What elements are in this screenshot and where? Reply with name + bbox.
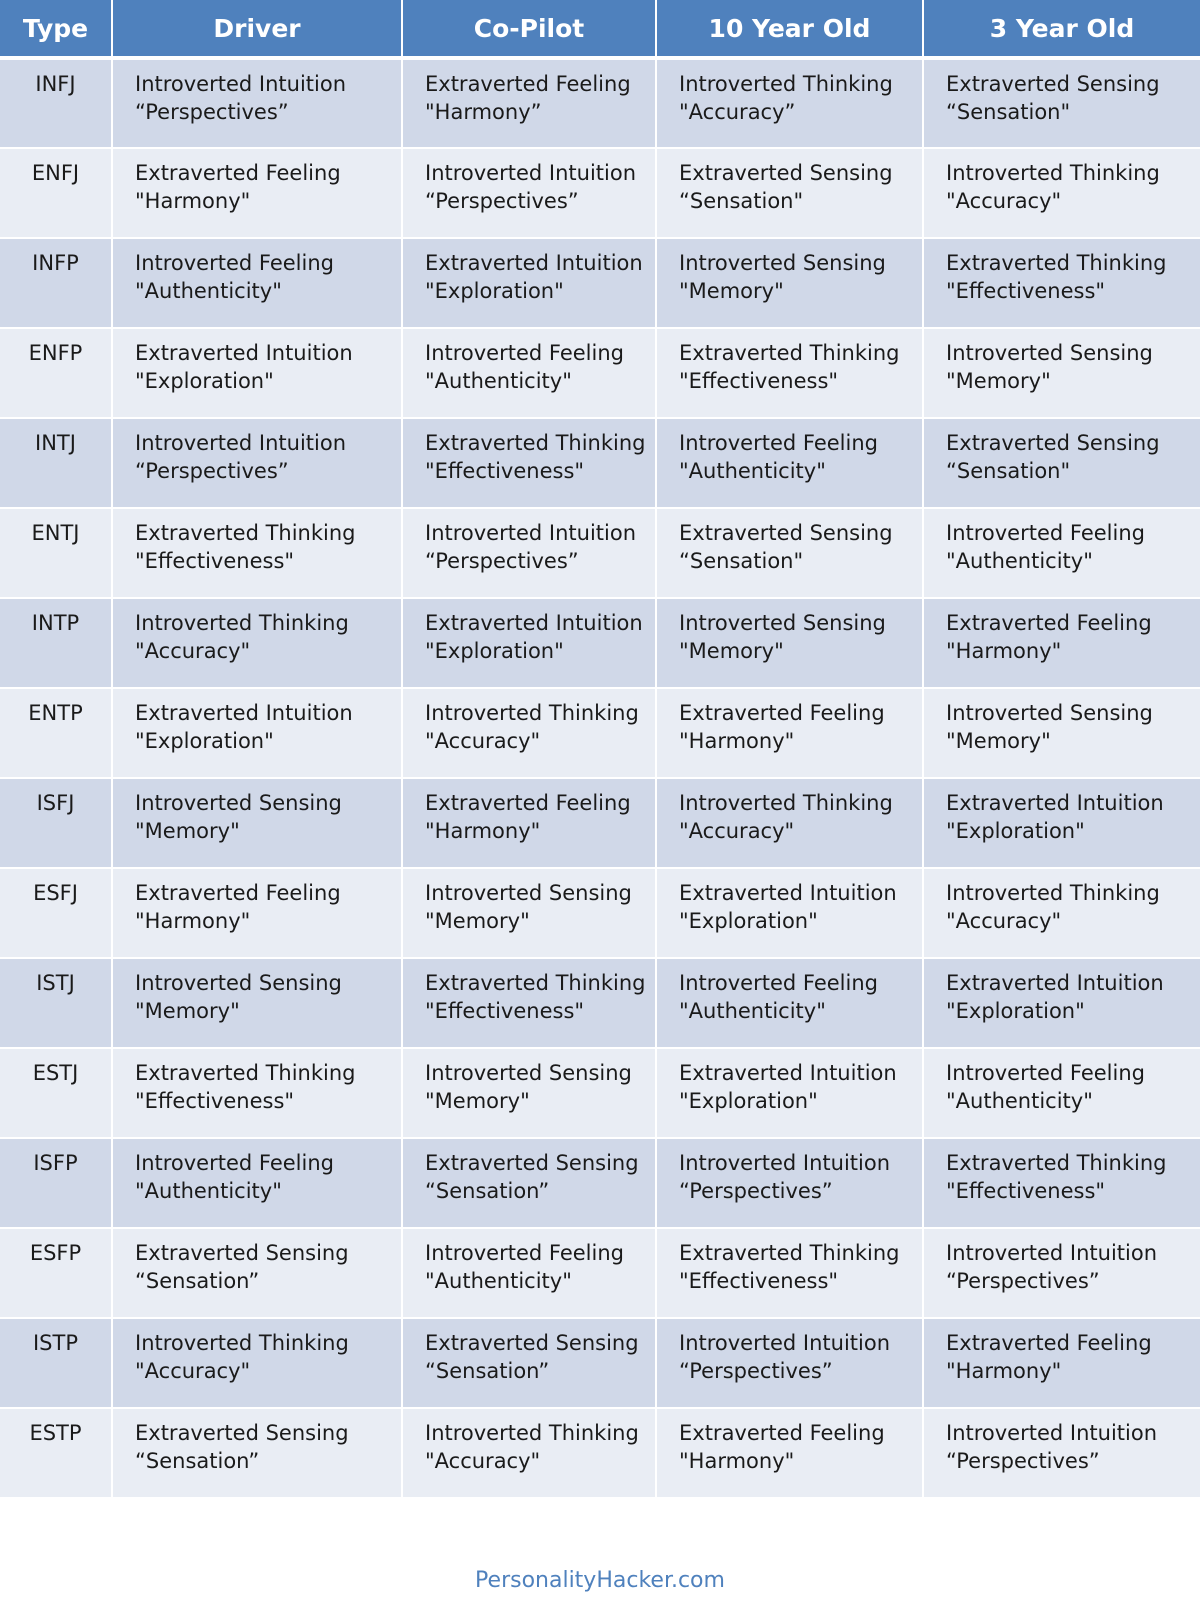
header-row [0, 0, 1200, 58]
function-name: Extraverted Sensing [946, 72, 1160, 96]
10-year-old-cell [656, 328, 923, 418]
10-year-old-cell [656, 508, 923, 598]
function-keyword: "Memory" [679, 279, 784, 303]
type-cell: ENFJ [0, 148, 112, 238]
function-name: Introverted Thinking [679, 791, 893, 815]
type-cell: ENFP [0, 328, 112, 418]
function-name: Introverted Feeling [679, 971, 878, 995]
function-keyword: “Sensation” [425, 1359, 550, 1383]
function-name: Introverted Feeling [946, 1061, 1145, 1085]
function-keyword: “Sensation” [135, 1449, 260, 1473]
header-type: Type [0, 0, 112, 58]
function-name: Extraverted Thinking [425, 431, 646, 455]
function-name: Extraverted Sensing [946, 431, 1160, 455]
function-keyword: "Effectiveness" [425, 999, 585, 1023]
function-name: Introverted Thinking [135, 611, 349, 635]
driver-cell [112, 1408, 402, 1498]
driver-cell [112, 148, 402, 238]
co-pilot-cell [402, 598, 656, 688]
function-name: Introverted Thinking [679, 72, 893, 96]
table-body [0, 58, 1200, 1498]
driver-cell [112, 778, 402, 868]
co-pilot-cell [402, 778, 656, 868]
function-keyword: "Memory" [946, 369, 1051, 393]
function-keyword: "Authenticity" [679, 999, 826, 1023]
3-year-old-cell [923, 1138, 1200, 1228]
co-pilot-cell [402, 1228, 656, 1318]
function-name: Extraverted Thinking [425, 971, 646, 995]
function-keyword: "Effectiveness" [946, 1179, 1106, 1203]
type-cell: ISFJ [0, 778, 112, 868]
function-name: Extraverted Feeling [135, 881, 341, 905]
function-keyword: "Accuracy" [135, 1359, 251, 1383]
co-pilot-cell [402, 148, 656, 238]
function-name: Introverted Sensing [946, 341, 1153, 365]
function-name: Introverted Thinking [946, 161, 1160, 185]
function-keyword: "Harmony" [679, 729, 795, 753]
function-keyword: “Sensation" [679, 189, 804, 213]
function-name: Introverted Feeling [135, 251, 334, 275]
function-keyword: "Accuracy" [425, 729, 541, 753]
function-keyword: “Perspectives” [946, 1269, 1100, 1293]
10-year-old-cell [656, 238, 923, 328]
10-year-old-cell [656, 148, 923, 238]
function-name: Introverted Sensing [135, 971, 342, 995]
function-name: Introverted Sensing [425, 1061, 632, 1085]
function-name: Extraverted Intuition [946, 791, 1164, 815]
table-row [0, 418, 1200, 508]
function-keyword: "Authenticity" [425, 1269, 572, 1293]
function-name: Extraverted Feeling [425, 791, 631, 815]
function-name: Extraverted Thinking [679, 1241, 900, 1265]
type-cell: ISFP [0, 1138, 112, 1228]
3-year-old-cell [923, 1318, 1200, 1408]
function-name: Introverted Intuition [946, 1421, 1158, 1445]
header-3-year-old: 3 Year Old [923, 0, 1200, 58]
co-pilot-cell [402, 958, 656, 1048]
3-year-old-cell [923, 868, 1200, 958]
3-year-old-cell [923, 778, 1200, 868]
function-name: Extraverted Feeling [946, 611, 1152, 635]
10-year-old-cell [656, 1228, 923, 1318]
function-keyword: "Accuracy" [679, 819, 795, 843]
function-name: Extraverted Intuition [679, 1061, 897, 1085]
table-row [0, 328, 1200, 418]
function-keyword: "Exploration" [425, 279, 564, 303]
function-name: Extraverted Sensing [135, 1421, 349, 1445]
function-keyword: "Accuracy" [946, 189, 1062, 213]
3-year-old-cell [923, 148, 1200, 238]
function-name: Introverted Thinking [425, 1421, 639, 1445]
3-year-old-cell [923, 688, 1200, 778]
type-cell: ISTJ [0, 958, 112, 1048]
function-name: Extraverted Thinking [135, 1061, 356, 1085]
function-name: Extraverted Feeling [679, 701, 885, 725]
function-name: Introverted Sensing [135, 791, 342, 815]
function-keyword: "Exploration" [679, 909, 818, 933]
function-keyword: “Perspectives” [425, 189, 579, 213]
co-pilot-cell [402, 328, 656, 418]
function-keyword: "Harmony" [425, 819, 541, 843]
function-keyword: "Memory" [425, 909, 530, 933]
driver-cell [112, 868, 402, 958]
3-year-old-cell [923, 1228, 1200, 1318]
co-pilot-cell [402, 58, 656, 148]
function-name: Introverted Sensing [425, 881, 632, 905]
function-keyword: "Memory" [135, 999, 240, 1023]
function-name: Extraverted Feeling [679, 1421, 885, 1445]
3-year-old-cell [923, 1048, 1200, 1138]
header-driver: Driver [112, 0, 402, 58]
function-name: Introverted Feeling [135, 1151, 334, 1175]
function-name: Extraverted Sensing [135, 1241, 349, 1265]
function-keyword: "Harmony" [679, 1449, 795, 1473]
function-keyword: "Accuracy” [679, 100, 796, 124]
function-keyword: "Exploration" [425, 639, 564, 663]
function-name: Introverted Intuition [425, 521, 637, 545]
10-year-old-cell [656, 868, 923, 958]
function-keyword: "Authenticity" [135, 1179, 282, 1203]
function-name: Extraverted Intuition [425, 251, 643, 275]
3-year-old-cell [923, 1408, 1200, 1498]
function-name: Introverted Sensing [679, 611, 886, 635]
function-name: Extraverted Intuition [425, 611, 643, 635]
function-keyword: "Exploration" [135, 729, 274, 753]
co-pilot-cell [402, 868, 656, 958]
10-year-old-cell [656, 1408, 923, 1498]
function-keyword: "Memory" [946, 729, 1051, 753]
function-name: Introverted Sensing [679, 251, 886, 275]
function-keyword: "Exploration" [679, 1089, 818, 1113]
driver-cell [112, 1138, 402, 1228]
function-keyword: "Authenticity" [135, 279, 282, 303]
type-cell: ENTJ [0, 508, 112, 598]
function-name: Introverted Feeling [425, 341, 624, 365]
function-name: Extraverted Intuition [135, 701, 353, 725]
driver-cell [112, 688, 402, 778]
driver-cell [112, 1318, 402, 1408]
type-cell: ESFP [0, 1228, 112, 1318]
co-pilot-cell [402, 1408, 656, 1498]
function-keyword: "Effectiveness" [425, 459, 585, 483]
table-header [0, 0, 1200, 58]
driver-cell [112, 418, 402, 508]
table-row [0, 868, 1200, 958]
function-keyword: "Authenticity" [679, 459, 826, 483]
function-keyword: "Effectiveness" [679, 369, 839, 393]
function-name: Extraverted Sensing [679, 521, 893, 545]
function-name: Introverted Intuition [135, 431, 347, 455]
function-name: Introverted Thinking [946, 881, 1160, 905]
function-keyword: "Exploration" [135, 369, 274, 393]
type-cell: INFJ [0, 58, 112, 148]
co-pilot-cell [402, 1318, 656, 1408]
function-keyword: “Sensation” [425, 1179, 550, 1203]
header-10-year-old: 10 Year Old [656, 0, 923, 58]
function-keyword: "Authenticity" [946, 549, 1093, 573]
function-name: Introverted Feeling [679, 431, 878, 455]
footer-credit: PersonalityHacker.com [475, 1568, 725, 1593]
function-keyword: “Perspectives” [946, 1449, 1100, 1473]
function-name: Introverted Sensing [946, 701, 1153, 725]
function-keyword: "Harmony" [135, 189, 251, 213]
function-name: Extraverted Intuition [679, 881, 897, 905]
function-keyword: "Accuracy" [946, 909, 1062, 933]
3-year-old-cell [923, 328, 1200, 418]
function-keyword: "Harmony" [946, 1359, 1062, 1383]
function-keyword: "Accuracy" [135, 639, 251, 663]
function-keyword: "Exploration" [946, 999, 1085, 1023]
function-name: Extraverted Thinking [679, 341, 900, 365]
type-cell: ISTP [0, 1318, 112, 1408]
table-row [0, 1318, 1200, 1408]
function-keyword: "Exploration" [946, 819, 1085, 843]
driver-cell [112, 598, 402, 688]
driver-cell [112, 1048, 402, 1138]
table-row [0, 778, 1200, 868]
function-name: Extraverted Feeling [135, 161, 341, 185]
function-keyword: "Effectiveness" [946, 279, 1106, 303]
10-year-old-cell [656, 58, 923, 148]
table-row [0, 688, 1200, 778]
function-keyword: "Memory" [135, 819, 240, 843]
co-pilot-cell [402, 1138, 656, 1228]
table-row [0, 598, 1200, 688]
type-cell: INTP [0, 598, 112, 688]
table-row [0, 1228, 1200, 1318]
function-name: Introverted Thinking [135, 1331, 349, 1355]
function-keyword: “Perspectives” [425, 549, 579, 573]
table-row [0, 1408, 1200, 1498]
function-name: Extraverted Thinking [946, 1151, 1167, 1175]
10-year-old-cell [656, 958, 923, 1048]
function-keyword: “Perspectives” [135, 100, 289, 124]
function-name: Introverted Intuition [425, 161, 637, 185]
function-name: Extraverted Sensing [425, 1151, 639, 1175]
function-name: Introverted Intuition [135, 72, 347, 96]
function-keyword: "Accuracy" [425, 1449, 541, 1473]
function-keyword: "Harmony" [135, 909, 251, 933]
function-keyword: “Sensation" [679, 549, 804, 573]
type-cell: INTJ [0, 418, 112, 508]
function-name: Extraverted Thinking [135, 521, 356, 545]
function-name: Introverted Feeling [425, 1241, 624, 1265]
function-keyword: "Authenticity" [425, 369, 572, 393]
10-year-old-cell [656, 1138, 923, 1228]
function-keyword: "Harmony” [425, 100, 542, 124]
function-name: Extraverted Sensing [679, 161, 893, 185]
function-name: Extraverted Intuition [946, 971, 1164, 995]
driver-cell [112, 1228, 402, 1318]
3-year-old-cell [923, 418, 1200, 508]
3-year-old-cell [923, 238, 1200, 328]
function-name: Introverted Feeling [946, 521, 1145, 545]
10-year-old-cell [656, 688, 923, 778]
function-name: Introverted Intuition [946, 1241, 1158, 1265]
function-name: Introverted Thinking [425, 701, 639, 725]
function-keyword: “Perspectives” [135, 459, 289, 483]
10-year-old-cell [656, 598, 923, 688]
type-cell: ENTP [0, 688, 112, 778]
table-row [0, 148, 1200, 238]
function-keyword: “Sensation" [946, 100, 1071, 124]
type-cell: ESFJ [0, 868, 112, 958]
function-keyword: "Effectiveness" [135, 1089, 295, 1113]
function-keyword: "Memory" [679, 639, 784, 663]
table-row [0, 238, 1200, 328]
3-year-old-cell [923, 58, 1200, 148]
co-pilot-cell [402, 238, 656, 328]
table-row [0, 1138, 1200, 1228]
function-name: Extraverted Sensing [425, 1331, 639, 1355]
function-keyword: “Sensation” [135, 1269, 260, 1293]
function-keyword: “Perspectives” [679, 1359, 833, 1383]
3-year-old-cell [923, 598, 1200, 688]
co-pilot-cell [402, 1048, 656, 1138]
function-keyword: "Harmony" [946, 639, 1062, 663]
function-name: Introverted Intuition [679, 1331, 891, 1355]
type-cell: ESTP [0, 1408, 112, 1498]
co-pilot-cell [402, 508, 656, 598]
type-cell: ESTJ [0, 1048, 112, 1138]
3-year-old-cell [923, 508, 1200, 598]
driver-cell [112, 508, 402, 598]
table-row [0, 958, 1200, 1048]
10-year-old-cell [656, 418, 923, 508]
table-row [0, 508, 1200, 598]
co-pilot-cell [402, 418, 656, 508]
function-name: Extraverted Intuition [135, 341, 353, 365]
driver-cell [112, 958, 402, 1048]
function-keyword: “Sensation" [946, 459, 1071, 483]
function-name: Extraverted Thinking [946, 251, 1167, 275]
function-keyword: “Perspectives” [679, 1179, 833, 1203]
driver-cell [112, 58, 402, 148]
function-keyword: "Effectiveness" [135, 549, 295, 573]
function-name: Introverted Intuition [679, 1151, 891, 1175]
driver-cell [112, 328, 402, 418]
function-name: Extraverted Feeling [946, 1331, 1152, 1355]
function-keyword: "Authenticity" [946, 1089, 1093, 1113]
function-name: Extraverted Feeling [425, 72, 631, 96]
type-cell: INFP [0, 238, 112, 328]
3-year-old-cell [923, 958, 1200, 1048]
function-keyword: "Memory" [425, 1089, 530, 1113]
driver-cell [112, 238, 402, 328]
10-year-old-cell [656, 1318, 923, 1408]
table-row [0, 58, 1200, 148]
10-year-old-cell [656, 1048, 923, 1138]
function-keyword: "Effectiveness" [679, 1269, 839, 1293]
header-co-pilot: Co-Pilot [402, 0, 656, 58]
10-year-old-cell [656, 778, 923, 868]
co-pilot-cell [402, 688, 656, 778]
table-row [0, 1048, 1200, 1138]
